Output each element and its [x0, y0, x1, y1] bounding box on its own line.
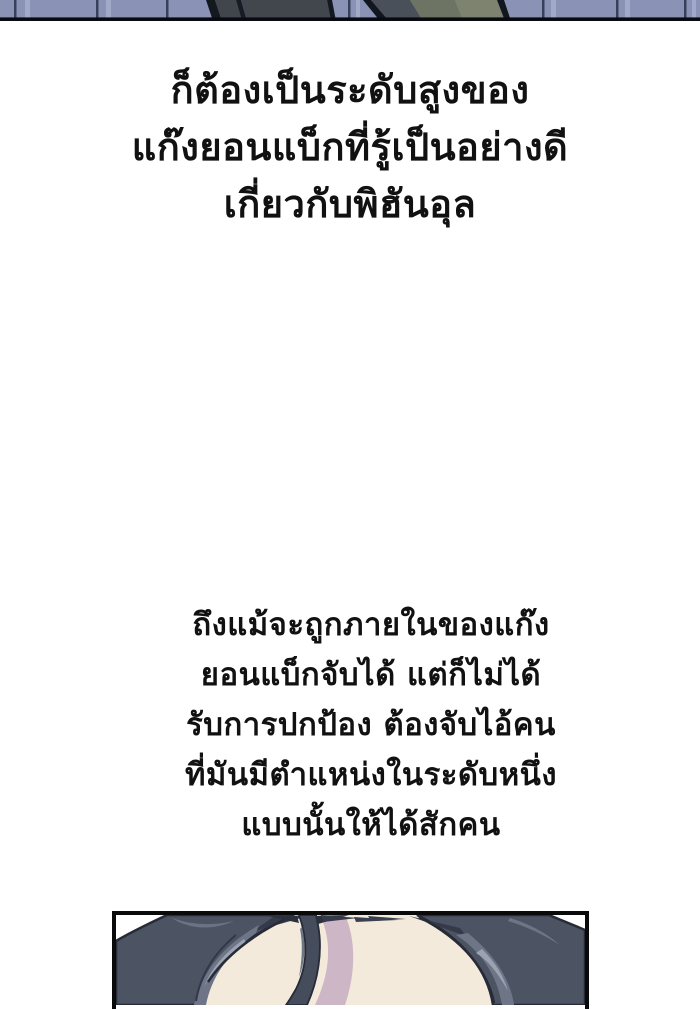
top-panel-strip	[0, 0, 700, 21]
narration-line: แบบนั้นให้ได้สักคน	[241, 807, 501, 843]
narration-line: ที่มันมีตำแหน่งในระดับหนึ่ง	[185, 757, 557, 793]
narration-line: รับการปกป้อง ต้องจับไอ้คน	[186, 707, 556, 743]
narration-block-1	[0, 62, 700, 233]
narration-line: ยอนแบ็กจับได้ แต่ก็ไม่ได้	[200, 657, 542, 693]
narration-line: ก็ต้องเป็นระดับสูงของ	[170, 68, 530, 112]
narration-line: แก๊งยอนแบ็กที่รู้เป็นอย่างดี	[131, 125, 569, 169]
head-crown-art	[116, 915, 585, 1005]
narration-line: เกี่ยวกับพิฮันอุล	[223, 182, 477, 226]
panel-border-line	[0, 17, 700, 21]
brick-wall-art	[0, 0, 700, 21]
narration-block-2	[21, 600, 700, 850]
narration-line: ถึงแม้จะถูกภายในของแก๊ง	[192, 607, 550, 643]
bottom-panel	[112, 911, 589, 1009]
